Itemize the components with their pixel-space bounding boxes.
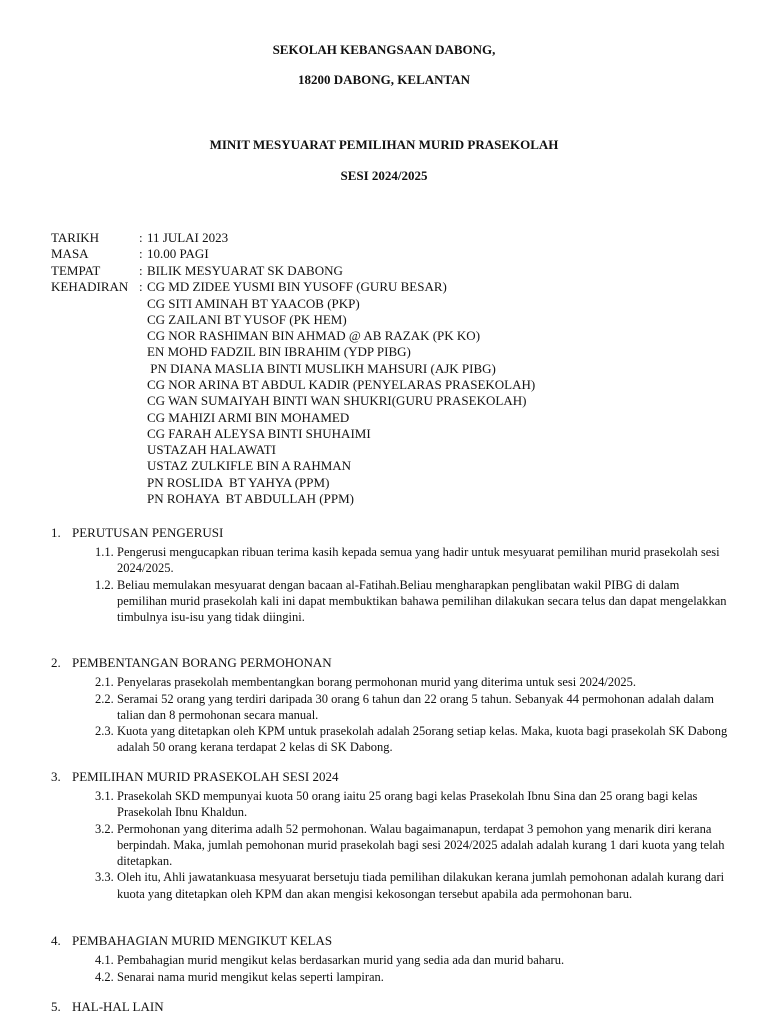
- section-heading: [51, 933, 731, 950]
- info-row-time: [51, 246, 447, 262]
- section-heading: [51, 525, 731, 542]
- school-address: 18200 DABONG, KELANTAN: [297, 72, 471, 87]
- section-title: HAL-HAL LAIN: [72, 999, 164, 1014]
- item-text: Oleh itu, Ahli jawatankuasa mesyuarat bersetuju tiada pemilihan dilakukan kerana jumlah pemohonan adalah kurang dari kuota yang ditetapkan oleh KPM dan akan mengisi kekosongan tersebut apabila ada permohonan baru.: [117, 870, 725, 901]
- attendee: CG FARAH ALEYSA BINTI SHUHAIMI: [147, 425, 371, 441]
- item-text: Penyelaras prasekolah membentangkan borang permohonan murid yang diterima untuk sesi 2024/2025.: [117, 675, 636, 689]
- section-number: 4.: [51, 933, 61, 948]
- section-item: [95, 969, 731, 986]
- attendee: USTAZAH HALAWATI: [147, 442, 276, 458]
- section-3: [51, 769, 731, 902]
- item-text: Pengerusi mengucapkan ribuan terima kasih kepada semua yang hadir untuk mesyuarat pemilihan murid prasekolah sesi 2024/2025.: [117, 545, 720, 576]
- section-5: [51, 999, 731, 1016]
- attendee: CG SITI AMINAH BT YAACOB (PKP): [147, 295, 360, 311]
- item-number: 4.1.: [95, 953, 114, 967]
- item-number: 2.2.: [95, 691, 114, 706]
- attendee: CG MAHIZI ARMI BIN MOHAMED: [147, 409, 350, 425]
- section-title: PEMBAHAGIAN MURID MENGIKUT KELAS: [72, 933, 333, 948]
- item-number: 3.2.: [95, 821, 114, 836]
- section-item: [95, 788, 731, 821]
- section-number: 2.: [51, 655, 61, 670]
- section-2: [51, 655, 731, 756]
- info-colon: :: [139, 262, 143, 278]
- info-label: TEMPAT: [51, 262, 101, 278]
- info-label: TARIKH: [51, 230, 100, 245]
- attendee: CG NOR ARINA BT ABDUL KADIR (PENYELARAS PRASEKOLAH): [147, 376, 536, 392]
- section-number: 3.: [51, 769, 61, 784]
- info-row-date: [51, 230, 447, 246]
- section-heading: [51, 655, 731, 672]
- section-item: [95, 691, 731, 724]
- attendee: PN ROSLIDA BT YAHYA (PPM): [147, 474, 330, 490]
- session-label: SESI 2024/2025: [340, 168, 428, 183]
- section-title: PERUTUSAN PENGERUSI: [72, 525, 224, 540]
- meeting-info: [51, 230, 447, 295]
- item-text: Seramai 52 orang yang terdiri daripada 30 orang 6 tahun dan 22 orang 5 tahun. Sebanyak 44 permohonan adalah dalam talian dan 8 permohonan secara manual.: [117, 691, 715, 722]
- item-text: Senarai nama murid mengikut kelas seperti lampiran.: [117, 969, 384, 984]
- section-item: [95, 869, 731, 902]
- attendee: PN DIANA MASLIA BINTI MUSLIKH MAHSURI (AJK PIBG): [147, 360, 496, 376]
- item-number: 3.3.: [95, 870, 114, 885]
- item-number: 1.1.: [95, 545, 114, 559]
- section-item: [95, 674, 731, 691]
- section-item: [95, 821, 731, 870]
- info-label: KEHADIRAN: [51, 278, 129, 294]
- item-number: 1.2.: [95, 577, 114, 592]
- attendee: USTAZ ZULKIFLE BIN A RAHMAN: [147, 458, 352, 474]
- section-number: 1.: [51, 525, 61, 540]
- section-item: [95, 723, 731, 756]
- section-heading: [51, 769, 731, 786]
- section-number: 5.: [51, 999, 61, 1014]
- info-value: BILIK MESYUARAT SK DABONG: [147, 262, 343, 278]
- document-title: MINIT MESYUARAT PEMILIHAN MURID PRASEKOLAH: [209, 137, 559, 152]
- info-label: MASA: [51, 246, 89, 262]
- section-4: [51, 933, 731, 985]
- item-number: 3.1.: [95, 789, 114, 803]
- info-colon: :: [139, 230, 143, 245]
- school-name: SEKOLAH KEBANGSAAN DABONG,: [272, 42, 496, 57]
- item-number: 2.3.: [95, 724, 114, 739]
- item-text: Pembahagian murid mengikut kelas berdasarkan murid yang sedia ada dan murid baharu.: [117, 953, 565, 967]
- item-number: 2.1.: [95, 675, 114, 689]
- attendee: PN ROHAYA BT ABDULLAH (PPM): [147, 491, 354, 507]
- item-text: Kuota yang ditetapkan oleh KPM untuk prasekolah adalah 25orang setiap kelas. Maka, kuota bagi prasekolah SK Dabong adalah 50 orang kerana terdapat 2 kelas di SK Dabong.: [117, 724, 728, 755]
- section-1: [51, 525, 731, 625]
- info-colon: :: [139, 246, 143, 262]
- attendee: CG ZAILANI BT YUSOF (PK HEM): [147, 311, 347, 327]
- info-colon: :: [139, 278, 143, 294]
- info-value: 10.00 PAGI: [147, 246, 209, 262]
- attendee-list: [147, 296, 535, 508]
- item-text: Prasekolah SKD mempunyai kuota 50 orang iaitu 25 orang bagi kelas Prasekolah Ibnu Sina dan 25 orang bagi kelas Prasekolah Ibnu Khaldun.: [117, 789, 698, 820]
- item-number: 4.2.: [95, 969, 114, 984]
- section-title: PEMBENTANGAN BORANG PERMOHONAN: [72, 655, 332, 670]
- item-text: Permohonan yang diterima adalh 52 permohonan. Walau bagaimanapun, terdapat 3 pemohon yang menarik diri kerana berpindah. Maka, jumlah pemohonan murid prasekolah bagi sesi 2024/2025 adalah adalah kurang 1 dari kuota yang telah ditetapkan.: [117, 821, 725, 869]
- attendee: CG NOR RASHIMAN BIN AHMAD @ AB RAZAK (PK KO): [147, 328, 481, 344]
- info-row-attendance: [51, 279, 447, 295]
- section-item: [95, 952, 731, 969]
- attendee: CG WAN SUMAIYAH BINTI WAN SHUKRI(GURU PRASEKOLAH): [147, 393, 527, 409]
- section-item: [95, 544, 731, 577]
- info-row-place: [51, 263, 447, 279]
- item-text: Beliau memulakan mesyuarat dengan bacaan al-Fatihah.Beliau mengharapkan penglibatan wakil PIBG di dalam pemilihan murid prasekolah kali ini dapat membuktikan bahawa pemilihan dilakukan secara telus dan dapat mengelakkan timbulnya isu-isu yang tidak diingini.: [117, 577, 727, 625]
- attendee: EN MOHD FADZIL BIN IBRAHIM (YDP PIBG): [147, 344, 411, 360]
- info-value: CG MD ZIDEE YUSMI BIN YUSOFF (GURU BESAR): [147, 278, 447, 294]
- section-title: PEMILIHAN MURID PRASEKOLAH SESI 2024: [72, 769, 339, 784]
- section-heading: [51, 999, 731, 1016]
- section-item: [95, 577, 731, 626]
- info-value: 11 JULAI 2023: [147, 230, 229, 245]
